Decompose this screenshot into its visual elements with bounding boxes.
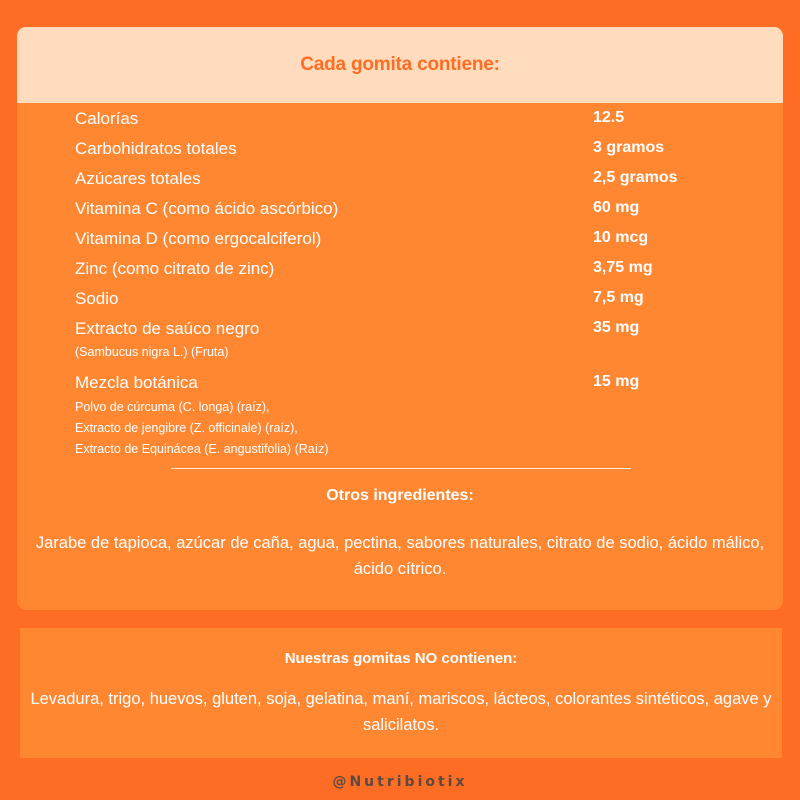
nutrient-value: 15 mg — [593, 373, 640, 390]
nutrient-label: Carbohidratos totales — [75, 139, 237, 158]
does-not-contain-text: Levadura, trigo, huevos, gluten, soja, gelatina, maní, mariscos, lácteos, colorantes sintéticos, agave y salicilatos. — [30, 690, 772, 734]
nutrient-label: Mezcla botánica — [75, 373, 198, 392]
nutrient-value: 35 mg — [593, 319, 640, 336]
brand-handle: @Nutribiotix — [332, 774, 468, 790]
other-ingredients-text: Jarabe de tapioca, azúcar de caña, agua, pectina, sabores naturales, citrato de sodio, ácido málico, ácido cítrico. — [35, 534, 765, 578]
nutrient-value: 7,5 mg — [593, 289, 644, 306]
card-header — [17, 27, 783, 103]
nutrient-label: Extracto de saúco negro — [75, 319, 260, 338]
nutrient-sub-label: Extracto de jengibre (Z. officinale) (raíz), — [75, 421, 298, 435]
nutrient-label: Azúcares totales — [75, 169, 201, 188]
nutrient-row-mezcla — [17, 371, 783, 461]
nutrient-sub-label: Polvo de cúrcuma (C. longa) (raíz), — [75, 400, 270, 414]
nutrient-row-carbohidratos — [17, 137, 783, 167]
nutrient-value: 3,75 mg — [593, 259, 653, 276]
nutrient-row-sodio — [17, 287, 783, 317]
nutrient-row-vitamina-d — [17, 227, 783, 257]
nutrition-rows — [17, 107, 783, 461]
nutrient-value: 3 gramos — [593, 139, 665, 156]
nutrient-label: Zinc (como citrato de zinc) — [75, 259, 275, 278]
nutrition-card — [17, 27, 783, 610]
does-not-contain-box — [20, 628, 782, 758]
nutrient-row-sauco — [17, 317, 783, 371]
card-title: Cada gomita contiene: — [300, 54, 500, 75]
nutrient-label: Sodio — [75, 289, 119, 308]
nutrient-row-zinc — [17, 257, 783, 287]
nutrient-label: Vitamina C (como ácido ascórbico) — [75, 199, 339, 218]
nutrient-value: 2,5 gramos — [593, 169, 678, 186]
nutrient-value: 12.5 — [593, 109, 625, 126]
nutrient-value: 10 mcg — [593, 229, 649, 246]
other-ingredients-title: Otros ingredientes: — [326, 487, 474, 504]
nutrient-label: Calorías — [75, 109, 139, 128]
nutrient-row-azucares — [17, 167, 783, 197]
nutrient-sub-label: (Sambucus nigra L.) (Fruta) — [75, 345, 229, 359]
nutrient-value: 60 mg — [593, 199, 640, 216]
nutrient-label: Vitamina D (como ergocalciferol) — [75, 229, 322, 248]
does-not-contain-title: Nuestras gomitas NO contienen: — [284, 650, 518, 667]
nutrient-row-vitamina-c — [17, 197, 783, 227]
nutrient-row-calorias — [17, 107, 783, 137]
nutrient-sub-label: Extracto de Equinácea (E. angustifolia) (Raíz) — [75, 442, 329, 456]
divider — [171, 468, 631, 469]
